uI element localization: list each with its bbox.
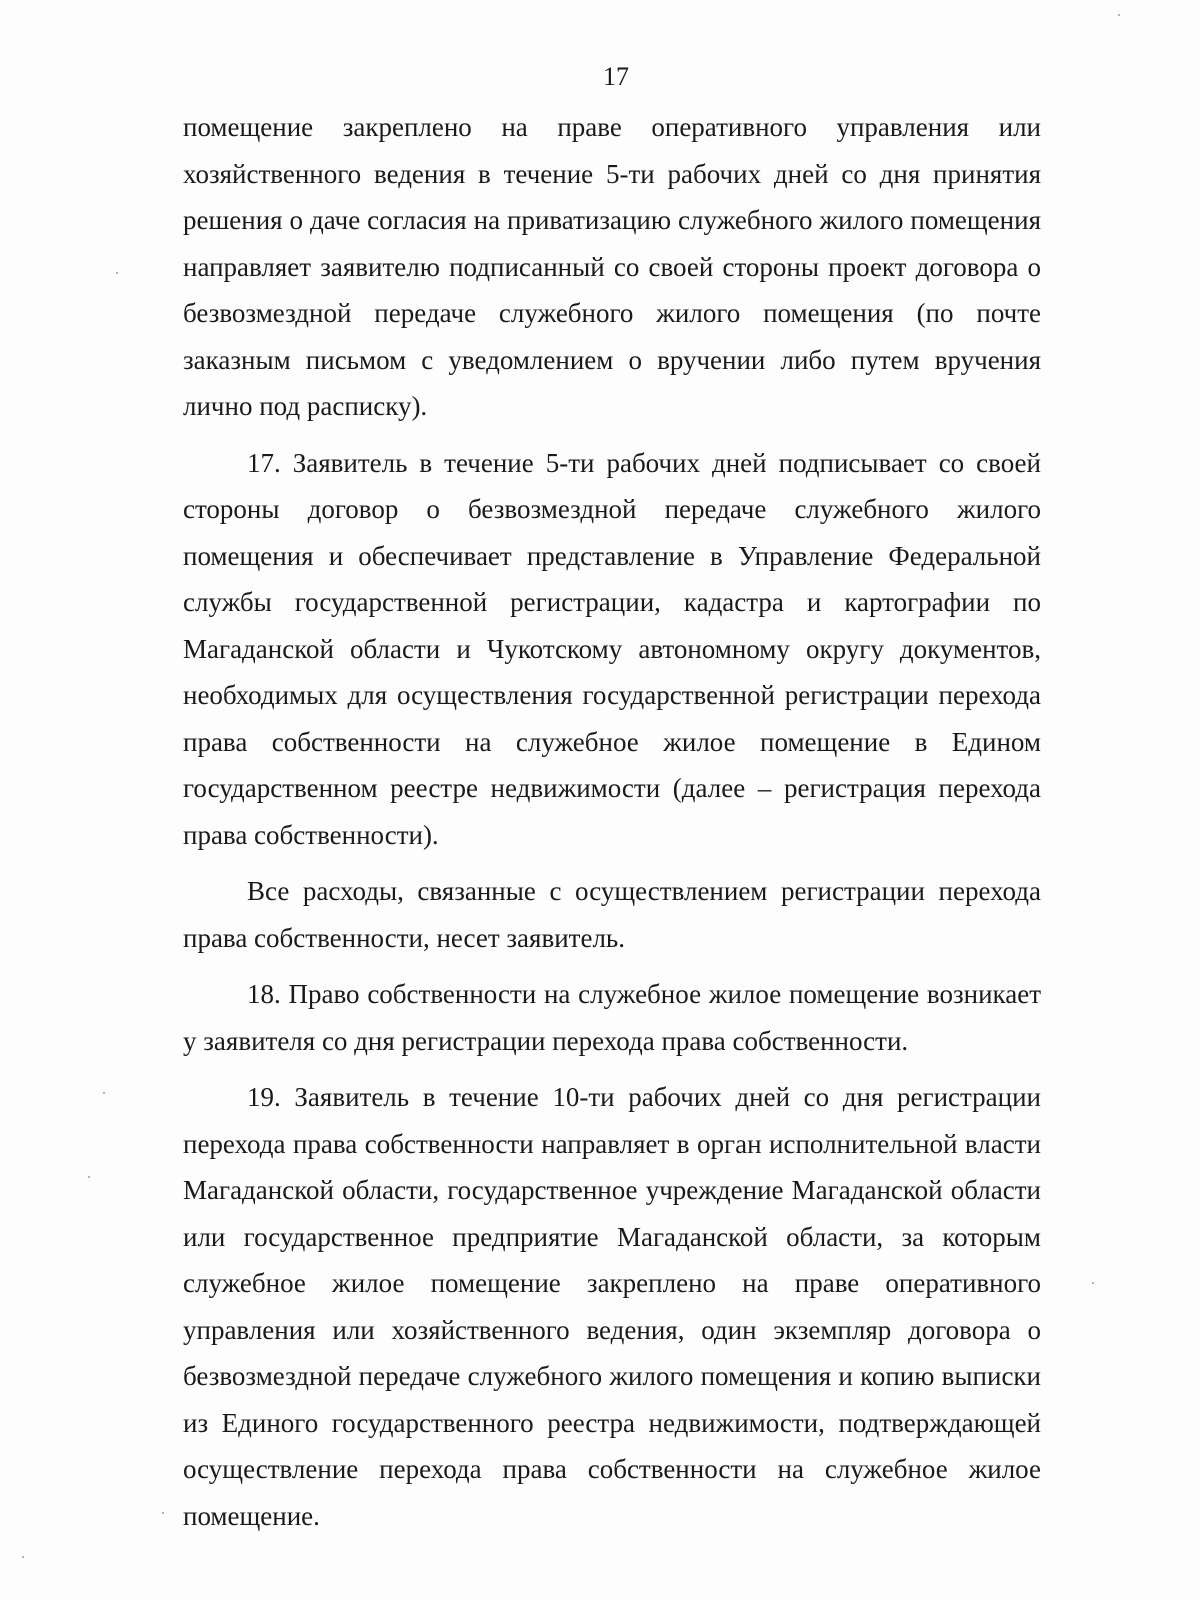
scan-speck	[1092, 1282, 1094, 1284]
paragraph-expenses: Все расходы, связанные с осуществлением регистрации перехода права собственности, несет заявитель.	[183, 876, 1041, 953]
paragraph-item-17: 17. Заявитель в течение 5-ти рабочих дней подписывает со своей стороны договор о безвозмездной передаче служебного жилого помещения и обеспечивает представление в Управление Федеральной службы государственной регистрации, кадастра и картографии по Магаданской области и Чукотскому автономному округу документов, необходимых для осуществления государственной регистрации перехода права собственности на служебное жилое помещение в Едином государственном реестре недвижимости (далее – регистрация перехода права собственности).	[183, 447, 1041, 850]
paragraph-item-18: 18. Право собственности на служебное жилое помещение возникает у заявителя со дня регистрации перехода права собственности.	[183, 979, 1041, 1056]
scan-speck	[88, 1176, 90, 1178]
paragraph-continuation: помещение закреплено на праве оперативного управления или хозяйственного ведения в течение 5-ти рабочих дней со дня принятия решения о даче согласия на приватизацию служебного жилого помещения направляет заявителю подписанный со своей стороны проект договора о безвозмездной передаче служебного жилого помещения (по почте заказным письмом с уведомлением о вручении либо путем вручения лично под расписку).	[183, 112, 1041, 421]
paragraph-item-19: 19. Заявитель в течение 10-ти рабочих дней со дня регистрации перехода права собственности направляет в орган исполнительной власти Магаданской области, государственное учреждение Магаданской области или государственное предприятие Магаданской области, за которым служебное жилое помещение закреплено на праве оперативного управления или хозяйственного ведения, один экземпляр договора о безвозмездной передаче служебного жилого помещения и копию выписки из Единого государственного реестра недвижимости, подтверждающей осуществление перехода права собственности на служебное жилое помещение.	[183, 1082, 1041, 1531]
scan-speck	[162, 1512, 164, 1514]
scan-speck	[22, 1556, 24, 1558]
scan-speck	[116, 272, 118, 274]
page-number: 17	[603, 62, 629, 91]
scan-speck	[103, 1092, 105, 1094]
document-body	[183, 104, 1041, 1539]
scan-speck	[1118, 14, 1120, 16]
